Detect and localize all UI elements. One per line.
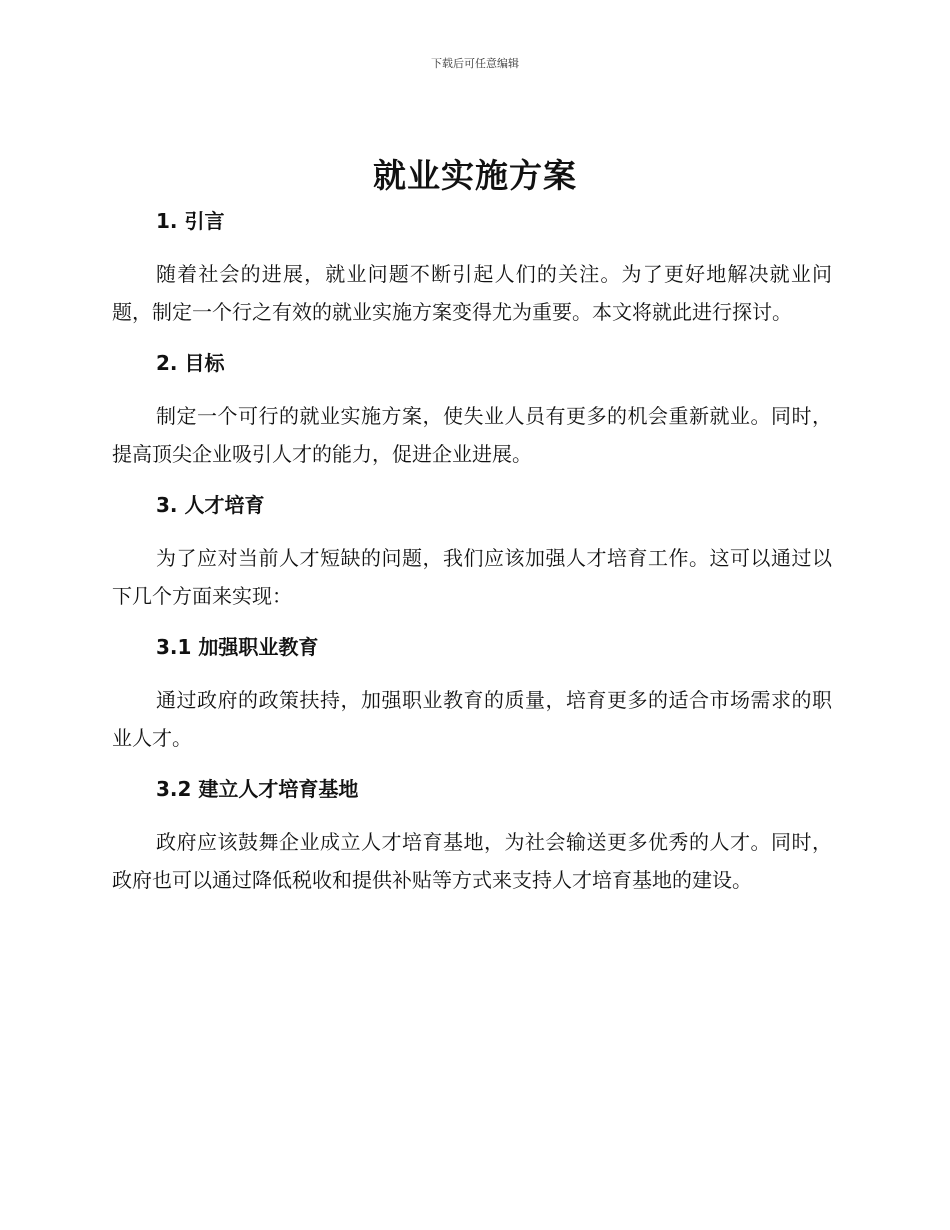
section-heading-talent-cultivation: 3. 人才培育 — [156, 493, 265, 517]
section-paragraph-vocational-education: 通过政府的政策扶持，加强职业教育的质量，培育更多的适合市场需求的职业人才。 — [112, 688, 832, 750]
section-paragraph-talent-cultivation: 为了应对当前人才短缺的问题，我们应该加强人才培育工作。这可以通过以下几个方面来实现： — [112, 546, 832, 608]
section-paragraph-training-base: 政府应该鼓舞企业成立人才培育基地，为社会输送更多优秀的人才。同时，政府也可以通过降低税收和提供补贴等方式来支持人才培育基地的建设。 — [112, 830, 832, 892]
header-note: 下载后可任意编辑 — [431, 57, 519, 70]
section-heading-introduction: 1. 引言 — [156, 209, 225, 233]
section-heading-vocational-education: 3.1 加强职业教育 — [156, 635, 319, 659]
document-title: 就业实施方案 — [373, 156, 577, 195]
document-body — [112, 205, 832, 899]
section-paragraph-goals: 制定一个可行的就业实施方案，使失业人员有更多的机会重新就业。同时，提高顶尖企业吸引人才的能力，促进企业进展。 — [112, 404, 832, 466]
section-heading-training-base: 3.2 建立人才培育基地 — [156, 777, 359, 801]
section-heading-goals: 2. 目标 — [156, 351, 225, 375]
section-paragraph-introduction: 随着社会的进展，就业问题不断引起人们的关注。为了更好地解决就业问题，制定一个行之有效的就业实施方案变得尤为重要。本文将就此进行探讨。 — [112, 262, 832, 324]
